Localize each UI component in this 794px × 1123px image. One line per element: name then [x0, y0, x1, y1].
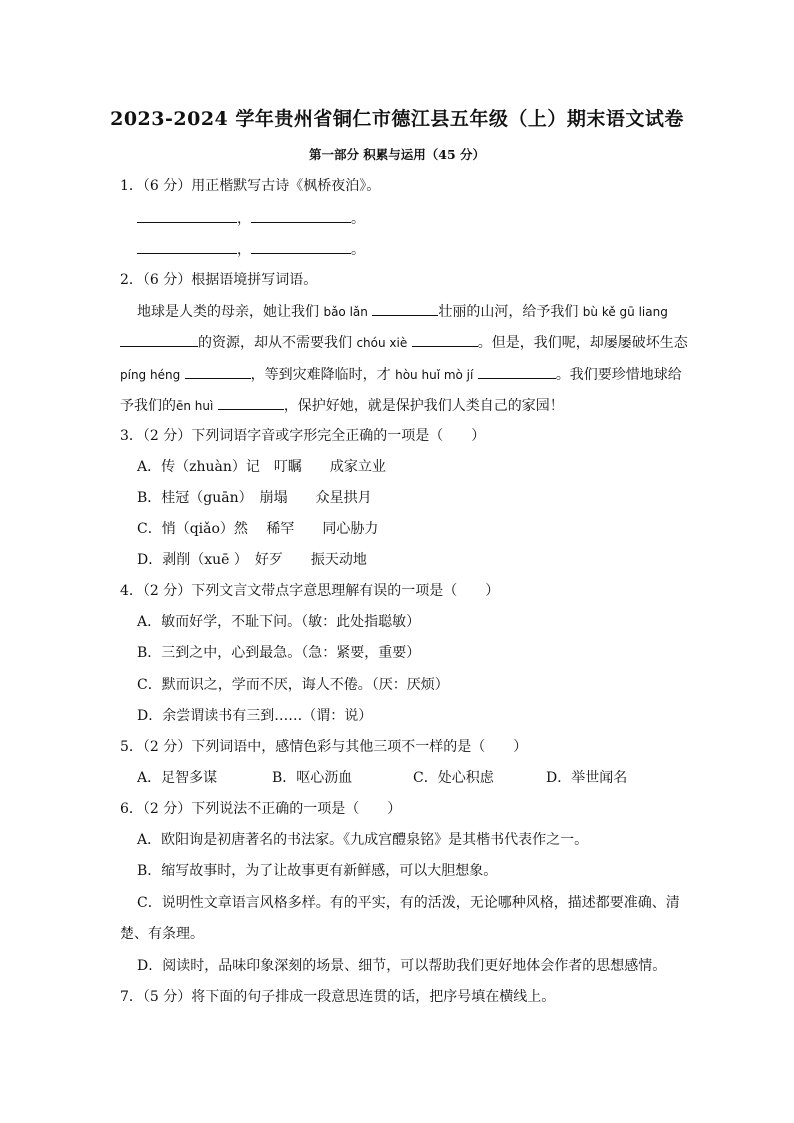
- question-6-option-a[interactable]: A．欧阳询是初唐著名的书法家。《九成宫醴泉铭》是其楷书代表作之一。: [137, 832, 589, 848]
- question-3-stem: 3．（2 分）下列词语字音或字形完全正确的一项是（ ）: [120, 428, 486, 444]
- answer-blank[interactable]: [218, 395, 284, 410]
- question-3-option-c[interactable]: C．悄（qiǎo）然 稀罕 同心胁力: [137, 521, 379, 537]
- answer-blank[interactable]: [137, 208, 237, 223]
- question-6-option-b[interactable]: B．缩写故事时，为了让故事更有新鲜感，可以大胆想象。: [137, 863, 498, 879]
- question-4-option-a[interactable]: A．敏而好学，不耻下问。（敏：此处指聪敏）: [137, 614, 421, 630]
- question-2-stem: 2．（6 分）根据语境拼写词语。: [120, 272, 318, 288]
- question-4-option-b[interactable]: B．三到之中，心到最急。（急：紧要，重要）: [137, 645, 421, 661]
- question-3-option-d[interactable]: D．剥削（xuē ） 好歹 振天动地: [137, 552, 367, 568]
- answer-blank[interactable]: [478, 364, 556, 379]
- question-4-stem: 4．（2 分）下列文言文带点字意思理解有误的一项是（ ）: [120, 583, 500, 599]
- question-7-stem: 7．（5 分）将下面的句子排成一段意思连贯的话，把序号填在横线上。: [120, 989, 556, 1005]
- question-2-line-3: píng héng ，等到灾难降临时，才 hòu huǐ mò jí 。我们要珍惜地球给: [120, 364, 682, 385]
- question-6-option-c-continued: 楚、有条理。: [120, 926, 204, 942]
- question-6-option-d[interactable]: D．阅读时，品味印象深刻的场景、细节，可以帮助我们更好地体会作者的思想感情。: [137, 958, 667, 974]
- question-1-answer-line-2: ， 。: [137, 239, 365, 260]
- question-6-stem: 6．（2 分）下列说法不正确的一项是（ ）: [120, 801, 402, 817]
- answer-blank[interactable]: [120, 332, 198, 347]
- question-2-line-1: 地球是人类的母亲，她让我们 bǎo lǎn 壮丽的山河，给予我们 bù kě gū liang: [137, 301, 668, 322]
- answer-blank[interactable]: [251, 208, 351, 223]
- question-5-option-d[interactable]: D．举世闻名: [546, 770, 628, 786]
- answer-blank[interactable]: [185, 364, 251, 379]
- question-5-option-c[interactable]: C．处心积虑: [413, 770, 494, 786]
- answer-blank[interactable]: [412, 332, 478, 347]
- answer-blank[interactable]: [137, 239, 237, 254]
- answer-blank[interactable]: [251, 239, 351, 254]
- question-2-line-2: 的资源，却从不需要我们 chóu xiè 。但是，我们呢，却屡屡破坏生态: [120, 332, 688, 353]
- answer-blank[interactable]: [372, 301, 438, 316]
- question-1-answer-line-1: ， 。: [137, 208, 365, 229]
- page-title: 2023-2024 学年贵州省铜仁市德江县五年级（上）期末语文试卷: [110, 108, 684, 130]
- question-4-option-c[interactable]: C．默而识之，学而不厌，诲人不倦。（厌：厌烦）: [137, 677, 449, 693]
- question-6-option-c[interactable]: C．说明性文章语言风格多样。有的平实，有的活泼，无论哪种风格，描述都要准确、清: [137, 895, 680, 911]
- question-1-stem: 1．（6 分）用正楷默写古诗《枫桥夜泊》。: [120, 178, 381, 194]
- question-5-option-b[interactable]: B．呕心沥血: [272, 770, 353, 786]
- question-5-stem: 5．（2 分）下列词语中，感情色彩与其他三项不一样的是（ ）: [120, 739, 528, 755]
- section-heading: 第一部分 积累与运用（45 分）: [308, 147, 486, 162]
- question-3-option-a[interactable]: A．传（zhuàn）记 叮瞩 成家立业: [137, 459, 386, 475]
- question-2-line-4: 予我们的ēn huì ，保护好她，就是保护我们人类自己的家园！: [120, 395, 564, 416]
- question-3-option-b[interactable]: B．桂冠（guān） 崩塌 众星拱月: [137, 490, 372, 506]
- question-4-option-d[interactable]: D．余尝谓读书有三到……（谓：说）: [137, 708, 373, 724]
- question-5-option-a[interactable]: A．足智多谋: [137, 770, 218, 786]
